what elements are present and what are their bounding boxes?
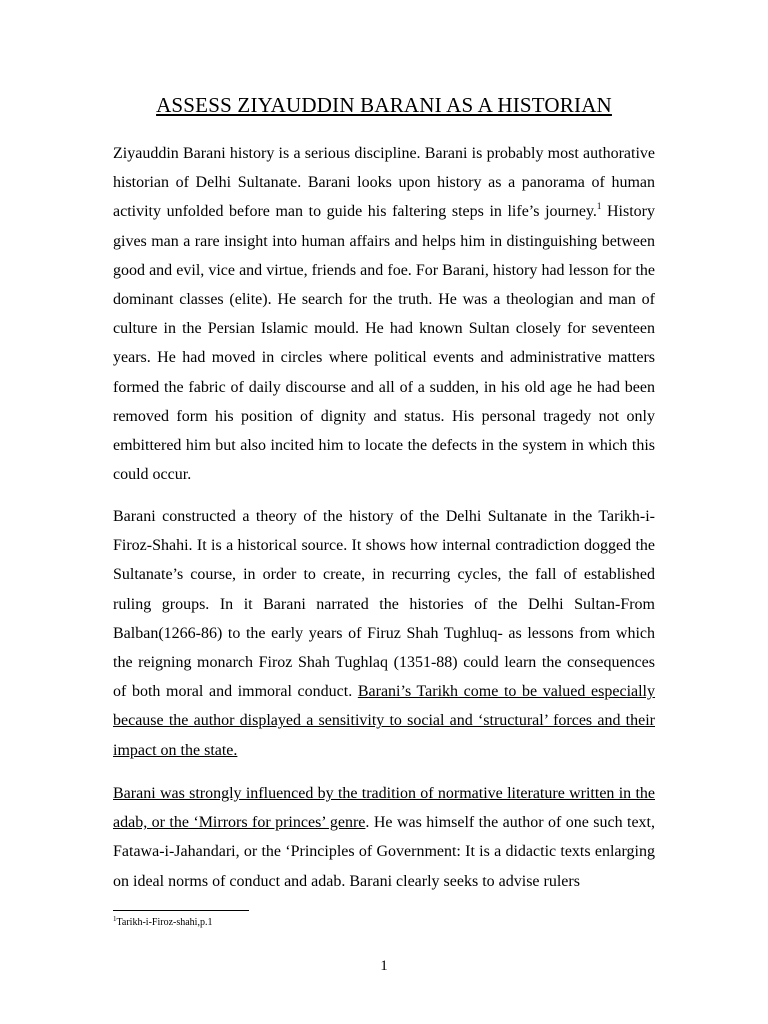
paragraph-2 [113, 502, 655, 765]
footnote-marker: 1 [113, 915, 117, 923]
paragraph-3-underlined-text: Barani was strongly influenced by the tradition of normative literature written in the adab, or the ‘Mirrors for princes’ genre [113, 785, 655, 832]
document-title: ASSESS ZIYAUDDIN BARANI AS A HISTORIAN [156, 93, 612, 117]
footnote-text: Tarikh-i-Firoz-shahi,p.1 [116, 917, 213, 928]
paragraph-1 [113, 139, 655, 489]
footnote-separator [113, 910, 249, 911]
paragraph-3 [113, 779, 655, 896]
footnote-reference[interactable]: 1 [596, 201, 602, 212]
page-number: 1 [380, 958, 388, 974]
paragraph-2-underlined-text: Barani’s Tarikh come to be valued especially because the author displayed a sensitivity to social and ‘structural’ forces and their impact on the state. [113, 683, 656, 759]
paragraph-2-text: Barani constructed a theory of the history of the Delhi Sultanate in the Tarikh-i-Firoz-Shahi. It is a historical source. It shows how internal contradiction dogged the Sultanate’s course, in order to create, in recurring cycles, the fall of established ruling groups. In it Barani narrated the histories of the Delhi Sultan-From Balban(1266-86) to the early years of Firuz Shah Tughluq- as lessons from which the reigning monarch Firoz Shah Tughlaq (1351-88) could learn the consequences of both moral and immoral conduct. [113, 508, 655, 701]
paragraph-3-text: . He was himself the author of one such text, Fatawa-i-Jahandari, or the ‘Principles of Government: It is a didactic texts enlarging on ideal norms of conduct and adab. Barani clearly seeks to advise rulers [113, 814, 656, 890]
paragraph-1-text-a: Ziyauddin Barani history is a serious discipline. Barani is probably most authorative historian of Delhi Sultanate. Barani looks upon history as a panorama of human activity unfolded before man to guide his faltering steps in life’s journey. [113, 145, 655, 221]
footnote [113, 917, 212, 928]
paragraph-1-text-b: History gives man a rare insight into human affairs and helps him in distinguishing between good and evil, vice and virtue, friends and foe. For Barani, history had lesson for the dominant classes (elite). He search for the truth. He was a theologian and man of culture in the Persian Islamic mould. He had known Sultan closely for seventeen years. He had moved in circles where political events and administrative matters formed the fabric of daily discourse and all of a sudden, in his old age he had been removed form his position of dignity and status. His personal tragedy not only embittered him but also incited him to locate the defects in the system in which this could occur. [113, 203, 655, 484]
